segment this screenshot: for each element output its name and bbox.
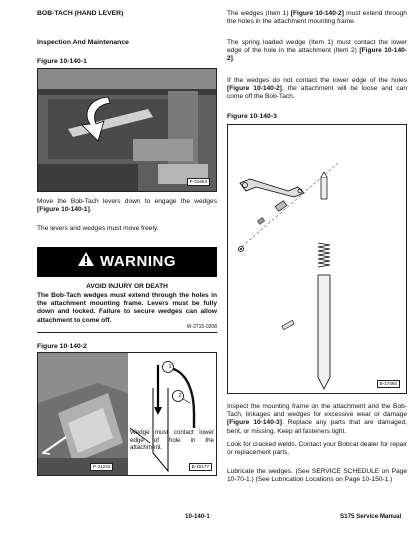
text: Inspect the mounting frame on the attachment and the Bob-Tach, linkages and wedges for excessive wear or damage xyxy=(227,403,407,419)
paragraph-spring-wedge xyxy=(227,39,407,64)
text: , the attachment will be loose and can come off the Bob-Tach. xyxy=(227,85,407,101)
figure-ref: [Figure 10-140-2] xyxy=(227,47,407,63)
paragraph-inspect-frame xyxy=(227,403,407,436)
footer-manual-title: S175 Service Manual xyxy=(340,513,402,520)
figure-1-tag: P-31693 xyxy=(187,178,210,186)
text: . Replace any parts that are damaged, bent, or missing. Keep all fasteners tight. xyxy=(227,419,407,435)
figure-ref: [Figure 10-140-1] xyxy=(37,206,90,214)
figure-3-caption: Figure 10-140-3 xyxy=(227,113,277,120)
figure-2-caption: Figure 10-140-2 xyxy=(37,343,87,350)
text: must extend through the holes in the attachment mounting frame. xyxy=(227,10,407,26)
paragraph-wedges-extend xyxy=(227,10,407,26)
text: The wedges (Item 1) xyxy=(227,10,291,17)
warning-title: AVOID INJURY OR DEATH xyxy=(86,283,168,290)
figure-3 xyxy=(227,124,407,394)
text: The spring loaded wedge (Item 1) must contact the lower edge of the hole in the attachment (Item 2) xyxy=(227,39,407,55)
exploded-parts-diagram xyxy=(228,125,406,393)
text: . xyxy=(232,55,235,63)
figure-2-tag-right: B-15177 xyxy=(189,463,212,471)
text: . xyxy=(89,206,92,214)
warning-banner xyxy=(37,247,217,277)
paragraph-cracked-welds: Look for cracked welds. Contact your Bobcat dealer for repair or replacement parts. xyxy=(227,441,407,457)
text: Move the Bob-Tach levers down to engage the wedges xyxy=(37,198,217,205)
warning-triangle-icon xyxy=(78,247,94,277)
warning-code: W-2715-0208 xyxy=(186,324,217,330)
text: If the wedges do not contact the lower edge of the holes xyxy=(227,77,407,84)
figure-2 xyxy=(37,352,217,476)
warning-label: WARNING xyxy=(100,253,176,271)
callout-2: 2 xyxy=(178,393,182,399)
paragraph-move-freely: The levers and wedges must move freely. xyxy=(37,225,159,232)
figure-ref: [Figure 10-140-3] xyxy=(227,419,282,427)
warning-body: The Bob-Tach wedges must extend through the holes in the attachment mounting frame. Levers must be fully down and locked. Failure to secure wedges can allow attachment to come off. xyxy=(37,292,217,324)
page-title: BOB-TACH (HAND LEVER) xyxy=(37,10,124,17)
figure-ref: [Figure 10-140-2] xyxy=(290,10,344,17)
wedge-photo xyxy=(38,353,128,475)
paragraph-lubricate: Lubricate the wedges. (See SERVICE SCHEDULE on Page 10-70-1.) (See Lubrication Locations on Page 10-150-1.) xyxy=(227,468,407,484)
section-heading: Inspection And Maintenance xyxy=(37,39,129,46)
paragraph-engage-wedges xyxy=(37,198,217,214)
figure-ref: [Figure 10-140-2] xyxy=(227,85,282,93)
callout-1: 1 xyxy=(168,364,172,370)
figure-2-tag-left: P-31233 xyxy=(90,463,113,471)
divider xyxy=(37,332,217,333)
footer-page-number: 10-140-1 xyxy=(185,513,210,520)
figure-2-note: Wedge must contact lower edge of hole in the attachment. xyxy=(130,429,214,452)
paragraph-loose-attachment xyxy=(227,77,407,102)
figure-3-tag: B-17460 xyxy=(377,380,400,388)
figure-1-photo xyxy=(37,68,217,192)
bob-tach-lever-photo xyxy=(38,69,217,192)
wedge-diagram xyxy=(128,353,216,475)
figure-1-caption: Figure 10-140-1 xyxy=(37,58,87,65)
